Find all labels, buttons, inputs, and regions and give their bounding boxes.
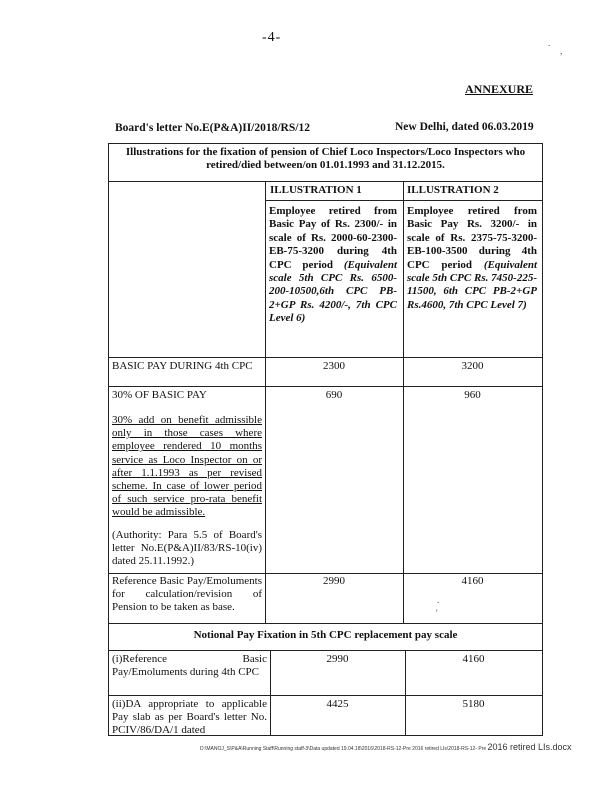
row-value-basic-pay-2: 3200 — [461, 360, 484, 372]
stray-mark: , — [560, 46, 563, 56]
row-value-reference-emoluments-1: 2990 — [326, 653, 349, 665]
row-value-reference-pay-1: 2990 — [323, 575, 345, 587]
row-label-basic-pay: BASIC PAY DURING 4th CPC — [112, 360, 253, 372]
stray-mark: . — [548, 38, 551, 48]
row-value-reference-emoluments-2: 4160 — [462, 653, 485, 665]
letter-reference: Board's letter No.E(P&A)II/2018/RS/12 — [115, 122, 310, 134]
notional-pay-header: Notional Pay Fixation in 5th CPC replacement pay scale — [193, 629, 458, 641]
row-value-30-percent-2: 960 — [464, 389, 481, 401]
row-label-reference-pay: Reference Basic Pay/Emoluments for calculation/revision of Pension to be taken as base. — [112, 575, 262, 614]
annexure-heading: ANNEXURE — [465, 82, 534, 96]
row-value-da-1: 4425 — [326, 698, 349, 710]
place-date: New Delhi, dated 06.03.2019 — [395, 121, 534, 133]
row-value-da-2: 5180 — [462, 698, 485, 710]
footer-file-path: D:\MANOJ_S\P&A\Running Staff\Running staff-3\Data updated 19.04.18\2016\2018-RS-12-Pre 2016 retired LIs\2018-RS-12- Pre 2016 retired LIs.docx — [200, 742, 572, 752]
row-value-basic-pay-1: 2300 — [323, 360, 345, 372]
stray-mark: . — [437, 595, 440, 605]
table-title: Illustrations for the fixation of pension of Chief Loco Inspectors/Loco Inspectors who retired/died between/on 01.01.1993 and 31.12.2015. — [125, 146, 526, 172]
col-header-illustration-2: ILLUSTRATION 2 — [407, 184, 499, 196]
illustration-table — [108, 143, 543, 735]
col-header-illustration-1: ILLUSTRATION 1 — [270, 184, 362, 196]
stray-mark: ' — [436, 608, 438, 618]
illustration-1-description: Employee retired from Basic Pay of Rs. 2300/- in scale of Rs. 2000-60-2300-EB-75-3200 during 4th CPC period (Equivalent scale 5th CPC Rs. 6500-200-10500,6th CPC PB-2+GP Rs. 4200/-, 7th CPC Level 6) — [269, 205, 397, 325]
illustration-2-description: Employee retired from Basic Pay Rs. 3200/- in scale of Rs. 2375-75-3200-EB-100-3500 during 4th CPC period (Equivalent scale 5th CPC Rs. 7450-225-11500, 6th CPC PB-2+GP Rs.4600, 7th CPC Level 7) — [407, 205, 537, 311]
row-label-reference-emoluments: (i)Reference Basic Pay/Emoluments during 4th CPC — [112, 653, 267, 679]
row-value-30-percent-1: 690 — [325, 389, 343, 401]
authority-note: (Authority: Para 5.5 of Board's letter No.E(P&A)II/83/RS-10(iv) dated 25.11.1992.) — [112, 529, 262, 568]
row-value-reference-pay-2: 4160 — [461, 575, 484, 587]
note-30-percent: 30% add on benefit admissible only in those cases where employee rendered 10 months service as Loco Inspector on or after 1.1.1993 as per revised scheme. In case of lower period of such service pro-rata benefit would be admissible. — [112, 414, 262, 519]
row-label-30-percent: 30% OF BASIC PAY — [112, 389, 207, 401]
row-label-da: (ii)DA appropriate to applicable Pay slab as per Board's letter No. PCIV/86/DA/1 dated — [112, 698, 267, 737]
page-number: -4- — [262, 30, 282, 45]
